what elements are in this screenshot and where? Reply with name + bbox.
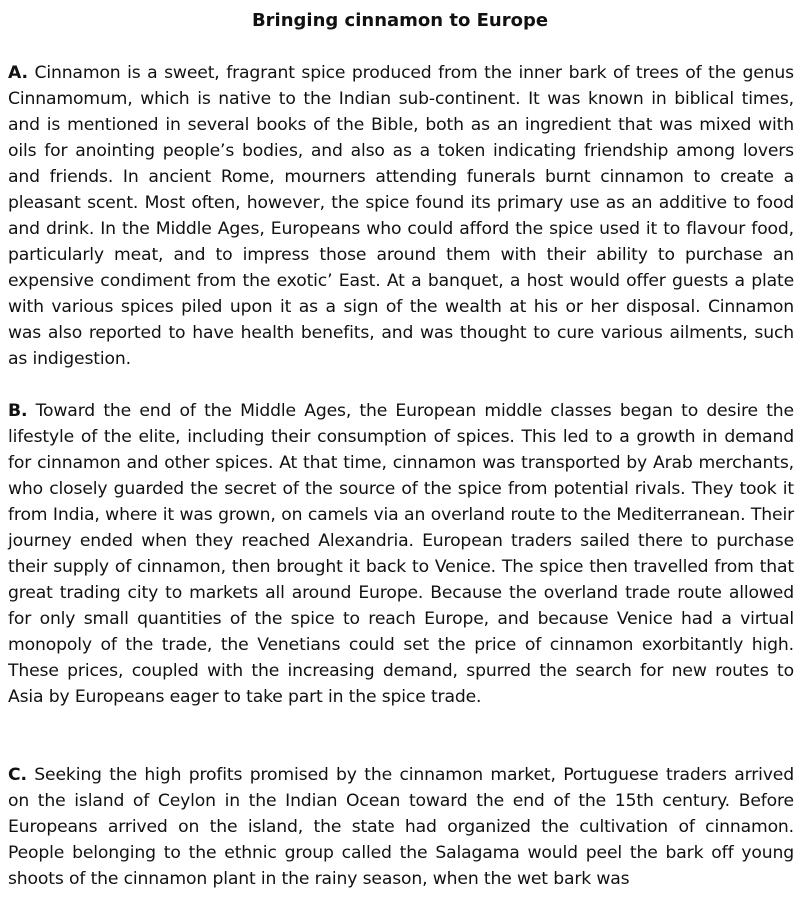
paragraph-c-letter: C. [8,765,27,785]
paragraph-a-text: Cinnamon is a sweet, fragrant spice produced from the inner bark of trees of the genus Cinnamomum, which is native to the Indian sub-continent. It was known in biblical times, and is mentioned in several books of the Bible, both as an ingredient that was mixed with oils for anointing people’s bodies, and also as a token indicating friendship among lovers and friends. In ancient Rome, mourners attending funerals burnt cinnamon to create a pleasant scent. Most often, however, the spice found its primary use as an additive to food and drink. In the Middle Ages, Europeans who could afford the spice used it to flavour food, particularly meat, and to impress those around them with their ability to purchase an expensive condiment from the exotic’ East. At a banquet, a host would offer guests a plate with various spices piled upon it as a sign of the wealth at his or her disposal. Cinnamon was also reported to have health benefits, and was thought to cure various ailments, such as indigestion. [8,63,794,369]
paragraph-c [8,762,794,892]
paragraph-b [8,398,794,710]
paragraph-a [8,60,794,372]
paragraph-c-text: Seeking the high profits promised by the cinnamon market, Portuguese traders arrived on the island of Ceylon in the Indian Ocean toward the end of the 15th century. Before Europeans arrived on the island, the state had organized the cultivation of cinnamon. People belonging to the ethnic group called the Salagama would peel the bark off young shoots of the cinnamon plant in the rainy season, when the wet bark was [8,765,794,889]
paragraph-b-letter: B. [8,401,28,421]
paragraph-b-text: Toward the end of the Middle Ages, the European middle classes began to desire the lifestyle of the elite, including their consumption of spices. This led to a growth in demand for cinnamon and other spices. At that time, cinnamon was transported by Arab merchants, who closely guarded the secret of the source of the spice from potential rivals. They took it from India, where it was grown, on camels via an overland route to the Mediterranean. Their journey ended when they reached Alexandria. European traders sailed there to purchase their supply of cinnamon, then brought it back to Venice. The spice then travelled from that great trading city to markets all around Europe. Because the overland trade route allowed for only small quantities of the spice to reach Europe, and because Venice had a virtual monopoly of the trade, the Venetians could set the price of cinnamon exorbitantly high. These prices, coupled with the increasing demand, spurred the search for new routes to Asia by Europeans eager to take part in the spice trade. [8,401,794,707]
document-title: Bringing cinnamon to Europe [251,10,549,31]
paragraph-a-letter: A. [8,63,28,83]
